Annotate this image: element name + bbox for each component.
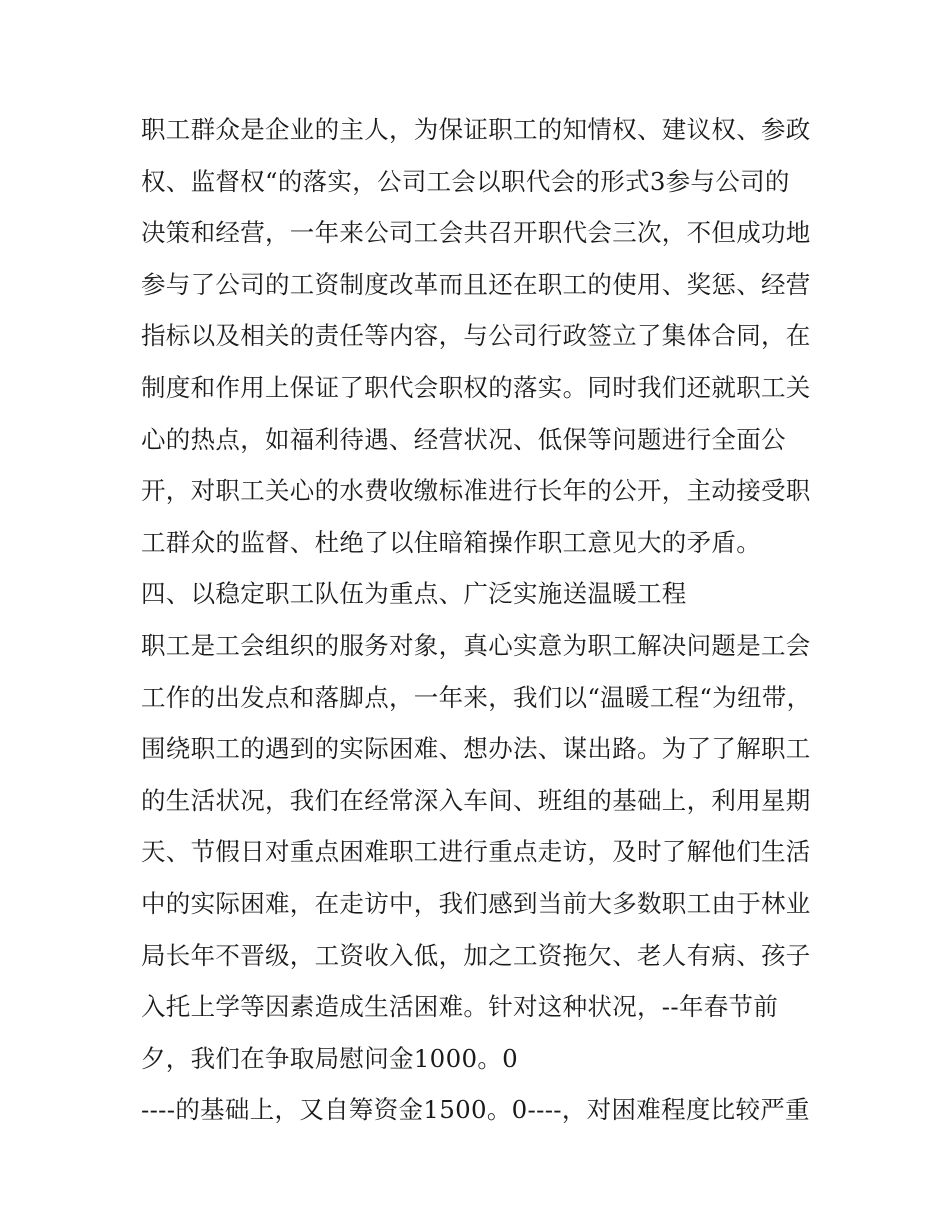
text-line: 决策和经营，一年来公司工会共召开职代会三次，不但成功地 [141, 218, 811, 248]
text-line: 权、监督权“的落实，公司工会以职代会的形式3参与公司的 [141, 166, 790, 196]
text-line: 职工是工会组织的服务对象，真心实意为职工解决问题是工会 [141, 630, 811, 660]
document-body [141, 110, 821, 1142]
text-line: 制度和作用上保证了职代会职权的落实。同时我们还就职工关 [141, 372, 811, 402]
text-line: 心的热点，如福利待遇、经营状况、低保等问题进行全面公 [141, 424, 786, 454]
section-heading: 四、以稳定职工队伍为重点、广泛实施送温暖工程 [141, 579, 687, 609]
text-line: 工作的出发点和落脚点，一年来，我们以“温暖工程“为纽带， [141, 682, 812, 712]
text-line: ----的基础上，又自筹资金1500。0----，对困难程度比较严重 [141, 1095, 810, 1125]
text-line: 指标以及相关的责任等内容，与公司行政签立了集体合同，在 [141, 321, 811, 351]
text-line: 参与了公司的工资制度改革而且还在职工的使用、奖惩、经营 [141, 269, 811, 299]
text-line: 工群众的监督、杜绝了以住暗箱操作职工意见大的矛盾。 [141, 527, 761, 557]
text-line: 开，对职工关心的水费收缴标准进行长年的公开，主动接受职 [141, 476, 811, 506]
text-line: 中的实际困难，在走访中，我们感到当前大多数职工由于林业 [141, 888, 811, 918]
text-line: 的生活状况，我们在经常深入车间、班组的基础上，利用星期 [141, 785, 811, 815]
text-line: 入托上学等因素造成生活困难。针对这种状况，--年春节前 [141, 992, 779, 1022]
text-line: 夕，我们在争取局慰问金1000。0 [141, 1043, 519, 1073]
text-line: 围绕职工的遇到的实际困难、想办法、谋出路。为了了解职工 [141, 734, 811, 764]
text-line: 职工群众是企业的主人，为保证职工的知情权、建议权、参政 [141, 115, 811, 144]
text-line: 天、节假日对重点困难职工进行重点走访，及时了解他们生活 [141, 837, 811, 867]
text-line: 局长年不晋级，工资收入低，加之工资拖欠、老人有病、孩子 [141, 940, 811, 970]
